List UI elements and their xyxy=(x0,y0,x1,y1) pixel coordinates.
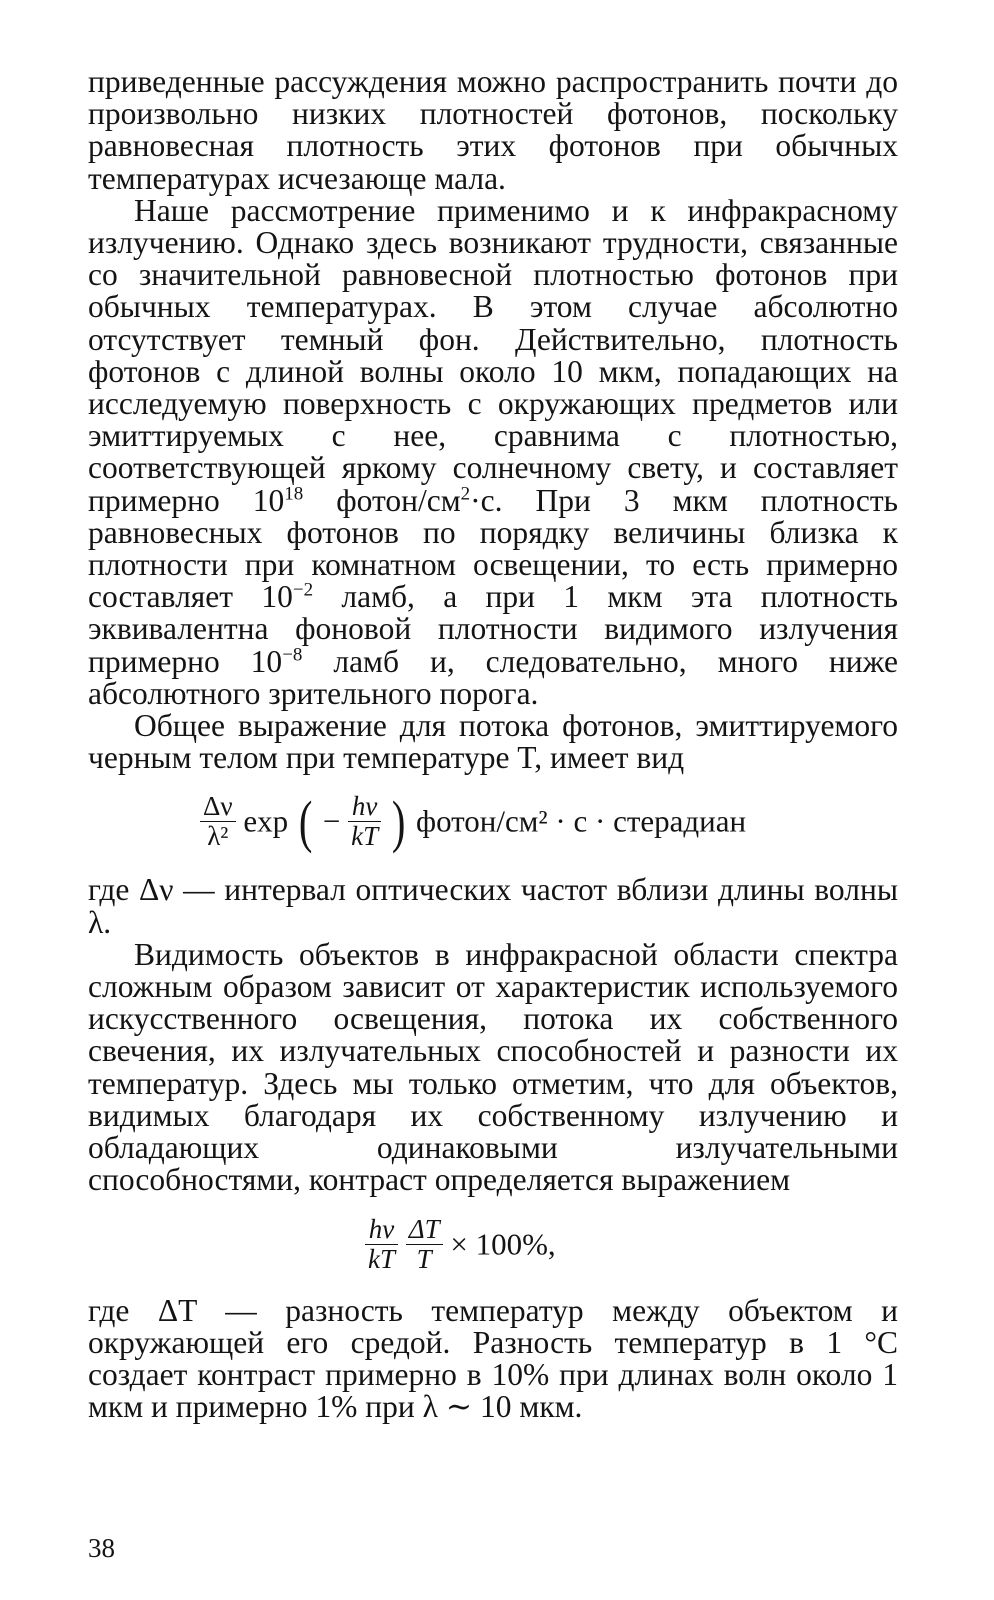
right-paren: ) xyxy=(391,788,406,854)
paragraph-2-text-d: ламб, а при 1 мкм эта плотность эквивалентна фоновой плотности видимого излучения примерно 10 xyxy=(88,579,898,679)
exponent-minus-2: −2 xyxy=(292,579,314,601)
exponent-2: 2 xyxy=(460,483,471,505)
paragraph-1: приведенные рассуждения можно распространить почти до произвольно низких плотностей фотонов, поскольку равновесная плотность этих фотонов при обычных температурах исчезающе мала. xyxy=(88,64,898,196)
exponent-minus-8: −8 xyxy=(282,644,303,666)
page-number: 38 xyxy=(88,1533,115,1563)
fraction-delta-T-over-T: $\frac{\Delta T}{T}$ xyxy=(406,1215,443,1274)
fraction-h-nu-over-kT: $\frac{h\nu}{kT}$ xyxy=(348,792,381,851)
fraction-delta-nu-over-lambda-squared: $\frac{\Delta\nu}{\text{λ²}}$ xyxy=(200,792,236,851)
formula-photon-flux xyxy=(88,774,898,874)
paragraph-3: Общее выражение для потока фотонов, эмиттируемого черным телом при температуре T, имеет вид xyxy=(88,708,898,776)
paragraph-2 xyxy=(88,192,898,711)
page-body xyxy=(88,66,898,1423)
paragraph-6: где ΔT — разность температур между объектом и окружающей его средой. Разность температур в 1 °С создает контраст примерно в 10% при длинах волн около 1 мкм и примерно 1% при λ ∼ 10 мкм. xyxy=(88,1292,898,1425)
paragraph-5: Видимость объектов в инфракрасной области спектра сложным образом зависит от характеристик используемого искусственного освещения, потока их собственного свечения, их излучательных способностей и разности их температур. Здесь мы только отметим, что для объектов, видимых благодаря их собственному излучению и обладающих одинаковыми излучательными способностями, контраст определяется выражением xyxy=(88,936,898,1198)
exp-function: exp xyxy=(243,803,289,839)
minus-sign: − xyxy=(322,803,341,839)
paragraph-2-text-c: ·с. При 3 мкм плотность равновесных фотонов по порядку величины близка к плотности при комнатном освещении, то есть примерно составляет 10 xyxy=(88,482,898,615)
paragraph-2-text-e: ламб и, следовательно, много ниже абсолютного зрительного порога. xyxy=(88,643,898,711)
formula-unit: фотон/см² · с · стерадиан xyxy=(415,803,747,839)
paragraph-2-text-b: фотон/см xyxy=(303,482,461,518)
paragraph-2-text-a: Наше рассмотрение применимо и к инфракрасному излучению. Однако здесь возникают трудности, связанные со значительной равновесной плотностью фотонов при обычных температурах. В этом случае абсолютно отсутствует темный фон. Действительно, плотность фотонов с длиной волны около 10 мкм, попадающих на исследуемую поверхность с окружающих предметов или эмиттируемых с нее, сравнима с плотностью, соответствующей яркому солнечному свету, и составляет примерно 10 xyxy=(88,192,898,518)
times-100-percent: × 100%, xyxy=(450,1226,556,1261)
left-paren: ( xyxy=(298,788,313,854)
formula-contrast xyxy=(88,1197,898,1295)
exponent-18: 18 xyxy=(284,483,304,505)
paragraph-4: где Δν — интервал оптических частот вблизи длины волны λ. xyxy=(88,872,898,940)
fraction-h-nu-over-kT-2: $\frac{h\nu}{kT}$ xyxy=(365,1215,398,1274)
